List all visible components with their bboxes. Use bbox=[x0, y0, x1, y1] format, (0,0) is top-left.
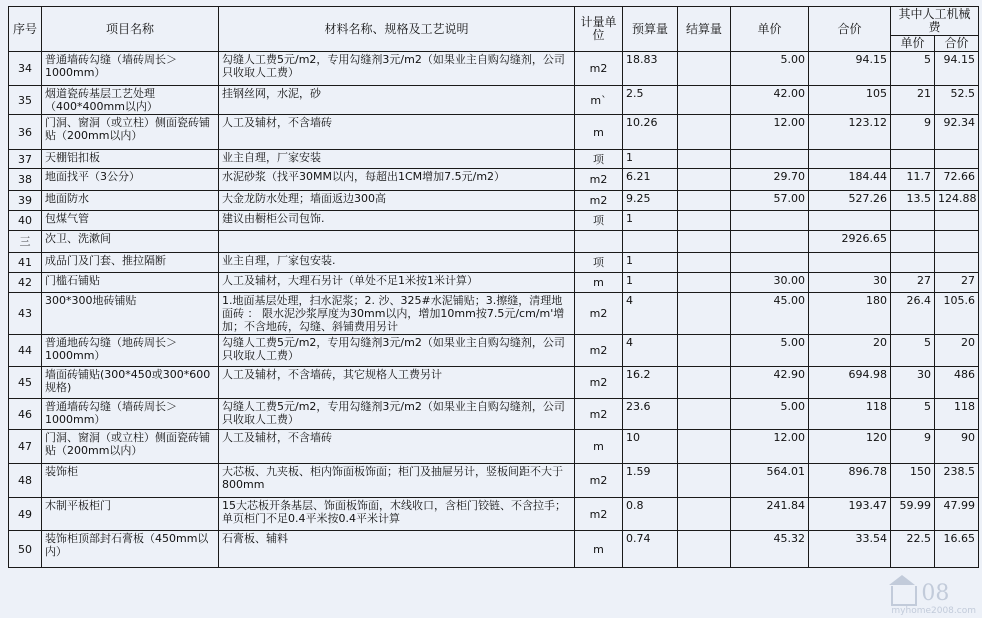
item-name-cell: 普通墙砖勾缝（墙砖周长＞1000mm） bbox=[42, 52, 219, 86]
budget-qty-cell: 10 bbox=[623, 430, 678, 464]
table-row bbox=[9, 211, 979, 231]
settle-qty-cell bbox=[678, 115, 731, 150]
unit-cell bbox=[575, 231, 623, 253]
row-index-cell: 49 bbox=[9, 498, 42, 531]
row-index-cell: 37 bbox=[9, 150, 42, 169]
unit-price-cell: 42.90 bbox=[731, 367, 809, 399]
unit-cell: m bbox=[575, 531, 623, 568]
item-name-cell: 门洞、窗洞（或立柱）侧面瓷砖铺贴（200mm以内） bbox=[42, 115, 219, 150]
total-cell bbox=[809, 253, 891, 273]
labor-unit-price-cell: 22.5 bbox=[891, 531, 935, 568]
unit-cell: 项 bbox=[575, 253, 623, 273]
table-row bbox=[9, 253, 979, 273]
labor-total-cell: 118 bbox=[935, 399, 979, 430]
item-name-cell: 门洞、窗洞（或立柱）侧面瓷砖铺贴（200mm以内） bbox=[42, 430, 219, 464]
budget-qty-cell: 6.21 bbox=[623, 169, 678, 191]
labor-total-cell: 90 bbox=[935, 430, 979, 464]
settle-qty-cell bbox=[678, 52, 731, 86]
budget-qty-cell: 1 bbox=[623, 273, 678, 293]
budget-qty-cell: 0.74 bbox=[623, 531, 678, 568]
item-name-cell: 包煤气管 bbox=[42, 211, 219, 231]
row-index-cell: 41 bbox=[9, 253, 42, 273]
material-desc-cell: 1.地面基层处理，扫水泥浆；2. 沙、325#水泥铺贴；3.擦缝，清理地面砖 ： 限水泥沙浆厚度为30mm以内，增加10mm按7.5元/cm/m'增加；不含地砖，勾缝、斜铺费用另计 bbox=[219, 293, 575, 335]
unit-price-cell bbox=[731, 150, 809, 169]
unit-price-cell bbox=[731, 231, 809, 253]
unit-price-cell: 5.00 bbox=[731, 52, 809, 86]
labor-total-cell: 105.6 bbox=[935, 293, 979, 335]
table-row bbox=[9, 464, 979, 498]
unit-price-cell: 45.32 bbox=[731, 531, 809, 568]
labor-unit-price-cell: 13.5 bbox=[891, 191, 935, 211]
unit-price-cell: 5.00 bbox=[731, 399, 809, 430]
quotation-table bbox=[8, 6, 979, 568]
row-index-cell: 44 bbox=[9, 335, 42, 367]
header-budget-qty: 预算量 bbox=[623, 7, 678, 52]
labor-unit-price-cell: 5 bbox=[891, 399, 935, 430]
labor-unit-price-cell bbox=[891, 231, 935, 253]
material-desc-cell: 人工及辅材，大理石另计（单处不足1米按1米计算） bbox=[219, 273, 575, 293]
total-cell bbox=[809, 211, 891, 231]
unit-cell: m2 bbox=[575, 293, 623, 335]
item-name-cell: 装饰柜 bbox=[42, 464, 219, 498]
labor-total-cell: 92.34 bbox=[935, 115, 979, 150]
material-desc-cell: 大金龙防水处理；墙面返边300高 bbox=[219, 191, 575, 211]
material-desc-cell: 水泥砂浆（找平30MM以内，每超出1CM增加7.5元/m2） bbox=[219, 169, 575, 191]
budget-qty-cell: 0.8 bbox=[623, 498, 678, 531]
total-cell: 123.12 bbox=[809, 115, 891, 150]
row-index-cell: 42 bbox=[9, 273, 42, 293]
settle-qty-cell bbox=[678, 211, 731, 231]
material-desc-cell: 人工及辅材，不含墙砖 bbox=[219, 115, 575, 150]
labor-unit-price-cell bbox=[891, 150, 935, 169]
total-cell: 33.54 bbox=[809, 531, 891, 568]
labor-total-cell: 72.66 bbox=[935, 169, 979, 191]
unit-price-cell bbox=[731, 211, 809, 231]
table-row bbox=[9, 430, 979, 464]
labor-unit-price-cell: 59.99 bbox=[891, 498, 935, 531]
header-unit: 计量单位 bbox=[575, 7, 623, 52]
labor-unit-price-cell bbox=[891, 211, 935, 231]
row-index-cell: 34 bbox=[9, 52, 42, 86]
labor-unit-price-cell: 150 bbox=[891, 464, 935, 498]
material-desc-cell: 业主自理，厂家包安装. bbox=[219, 253, 575, 273]
settle-qty-cell bbox=[678, 253, 731, 273]
settle-qty-cell bbox=[678, 430, 731, 464]
labor-total-cell: 94.15 bbox=[935, 52, 979, 86]
header-labor-group: 其中人工机械费 bbox=[891, 7, 979, 36]
unit-price-cell: 57.00 bbox=[731, 191, 809, 211]
settle-qty-cell bbox=[678, 86, 731, 115]
item-name-cell: 次卫、洗漱间 bbox=[42, 231, 219, 253]
item-name-cell: 门槛石铺贴 bbox=[42, 273, 219, 293]
header-total: 合价 bbox=[809, 7, 891, 52]
header-material: 材料名称、规格及工艺说明 bbox=[219, 7, 575, 52]
unit-price-cell: 45.00 bbox=[731, 293, 809, 335]
budget-qty-cell bbox=[623, 231, 678, 253]
budget-qty-cell: 2.5 bbox=[623, 86, 678, 115]
budget-qty-cell: 23.6 bbox=[623, 399, 678, 430]
labor-total-cell: 486 bbox=[935, 367, 979, 399]
labor-unit-price-cell: 9 bbox=[891, 430, 935, 464]
total-cell: 896.78 bbox=[809, 464, 891, 498]
table-row bbox=[9, 231, 979, 253]
budget-qty-cell: 9.25 bbox=[623, 191, 678, 211]
labor-unit-price-cell: 30 bbox=[891, 367, 935, 399]
budget-qty-cell: 1.59 bbox=[623, 464, 678, 498]
settle-qty-cell bbox=[678, 464, 731, 498]
header-labor-unit-price: 单价 bbox=[891, 36, 935, 52]
total-cell: 20 bbox=[809, 335, 891, 367]
item-name-cell: 天棚铝扣板 bbox=[42, 150, 219, 169]
unit-price-cell: 564.01 bbox=[731, 464, 809, 498]
labor-unit-price-cell bbox=[891, 253, 935, 273]
unit-price-cell bbox=[731, 253, 809, 273]
unit-cell: m bbox=[575, 430, 623, 464]
labor-total-cell bbox=[935, 231, 979, 253]
table-row bbox=[9, 293, 979, 335]
budget-qty-cell: 1 bbox=[623, 211, 678, 231]
settle-qty-cell bbox=[678, 293, 731, 335]
item-name-cell: 普通地砖勾缝（地砖周长＞1000mm） bbox=[42, 335, 219, 367]
total-cell: 694.98 bbox=[809, 367, 891, 399]
settle-qty-cell bbox=[678, 498, 731, 531]
material-desc-cell: 挂钢丝网，水泥，砂 bbox=[219, 86, 575, 115]
material-desc-cell: 人工及辅材，不含墙砖，其它规格人工费另计 bbox=[219, 367, 575, 399]
row-index-cell: 43 bbox=[9, 293, 42, 335]
item-name-cell: 成品门及门套、推拉隔断 bbox=[42, 253, 219, 273]
watermark-logo: 08 myhome2008.com bbox=[891, 581, 976, 616]
item-name-cell: 装饰柜顶部封石膏板（450mm以内） bbox=[42, 531, 219, 568]
settle-qty-cell bbox=[678, 231, 731, 253]
total-cell: 193.47 bbox=[809, 498, 891, 531]
unit-cell: m2 bbox=[575, 498, 623, 531]
unit-cell: 项 bbox=[575, 211, 623, 231]
item-name-cell: 地面防水 bbox=[42, 191, 219, 211]
budget-qty-cell: 1 bbox=[623, 253, 678, 273]
table-row bbox=[9, 273, 979, 293]
material-desc-cell: 大芯板、九夹板、柜内饰面板饰面；柜门及抽屉另计，竖板间距不大于800mm bbox=[219, 464, 575, 498]
unit-price-cell: 42.00 bbox=[731, 86, 809, 115]
row-index-cell: 45 bbox=[9, 367, 42, 399]
row-index-cell: 三 bbox=[9, 231, 42, 253]
row-index-cell: 39 bbox=[9, 191, 42, 211]
budget-qty-cell: 4 bbox=[623, 293, 678, 335]
settle-qty-cell bbox=[678, 273, 731, 293]
labor-total-cell bbox=[935, 150, 979, 169]
unit-price-cell: 29.70 bbox=[731, 169, 809, 191]
row-index-cell: 48 bbox=[9, 464, 42, 498]
unit-price-cell: 241.84 bbox=[731, 498, 809, 531]
unit-price-cell: 12.00 bbox=[731, 115, 809, 150]
row-index-cell: 50 bbox=[9, 531, 42, 568]
budget-qty-cell: 16.2 bbox=[623, 367, 678, 399]
unit-price-cell: 12.00 bbox=[731, 430, 809, 464]
labor-total-cell: 47.99 bbox=[935, 498, 979, 531]
header-item-name: 项目名称 bbox=[42, 7, 219, 52]
unit-cell: m2 bbox=[575, 52, 623, 86]
labor-total-cell: 27 bbox=[935, 273, 979, 293]
header-settle-qty: 结算量 bbox=[678, 7, 731, 52]
total-cell: 527.26 bbox=[809, 191, 891, 211]
labor-total-cell: 52.5 bbox=[935, 86, 979, 115]
settle-qty-cell bbox=[678, 150, 731, 169]
labor-total-cell: 16.65 bbox=[935, 531, 979, 568]
settle-qty-cell bbox=[678, 367, 731, 399]
total-cell: 118 bbox=[809, 399, 891, 430]
labor-unit-price-cell: 26.4 bbox=[891, 293, 935, 335]
row-index-cell: 40 bbox=[9, 211, 42, 231]
budget-qty-cell: 1 bbox=[623, 150, 678, 169]
table-body bbox=[9, 52, 979, 568]
unit-price-cell: 5.00 bbox=[731, 335, 809, 367]
labor-total-cell: 20 bbox=[935, 335, 979, 367]
table-row bbox=[9, 191, 979, 211]
total-cell: 2926.65 bbox=[809, 231, 891, 253]
total-cell: 105 bbox=[809, 86, 891, 115]
settle-qty-cell bbox=[678, 399, 731, 430]
item-name-cell: 普通墙砖勾缝（墙砖周长＞1000mm） bbox=[42, 399, 219, 430]
row-index-cell: 35 bbox=[9, 86, 42, 115]
table-row bbox=[9, 399, 979, 430]
unit-cell: m2 bbox=[575, 169, 623, 191]
settle-qty-cell bbox=[678, 191, 731, 211]
material-desc-cell: 建议由橱柜公司包饰. bbox=[219, 211, 575, 231]
table-row bbox=[9, 335, 979, 367]
material-desc-cell: 人工及辅材，不含墙砖 bbox=[219, 430, 575, 464]
item-name-cell: 300*300地砖铺贴 bbox=[42, 293, 219, 335]
material-desc-cell bbox=[219, 231, 575, 253]
unit-cell: m` bbox=[575, 86, 623, 115]
unit-price-cell: 30.00 bbox=[731, 273, 809, 293]
labor-total-cell: 124.88 bbox=[935, 191, 979, 211]
budget-qty-cell: 18.83 bbox=[623, 52, 678, 86]
table-row bbox=[9, 367, 979, 399]
header-unit-price: 单价 bbox=[731, 7, 809, 52]
table-row bbox=[9, 86, 979, 115]
total-cell: 120 bbox=[809, 430, 891, 464]
unit-cell: m2 bbox=[575, 399, 623, 430]
settle-qty-cell bbox=[678, 169, 731, 191]
material-desc-cell: 15大芯板开条基层、饰面板饰面，木线收口，含柜门铰链、不含拉手；单页柜门不足0.4平米按0.4平米计算 bbox=[219, 498, 575, 531]
material-desc-cell: 业主自理，厂家安装 bbox=[219, 150, 575, 169]
labor-unit-price-cell: 5 bbox=[891, 52, 935, 86]
material-desc-cell: 勾缝人工费5元/m2，专用勾缝剂3元/m2（如果业主自购勾缝剂，公司只收取人工费） bbox=[219, 335, 575, 367]
table-row bbox=[9, 150, 979, 169]
table-row bbox=[9, 52, 979, 86]
labor-unit-price-cell: 11.7 bbox=[891, 169, 935, 191]
table-row bbox=[9, 169, 979, 191]
header-labor-total: 合价 bbox=[935, 36, 979, 52]
total-cell: 180 bbox=[809, 293, 891, 335]
item-name-cell: 墙面砖铺贴(300*450或300*600规格) bbox=[42, 367, 219, 399]
unit-cell: 项 bbox=[575, 150, 623, 169]
budget-qty-cell: 4 bbox=[623, 335, 678, 367]
item-name-cell: 木制平板柜门 bbox=[42, 498, 219, 531]
unit-cell: m2 bbox=[575, 191, 623, 211]
material-desc-cell: 勾缝人工费5元/m2，专用勾缝剂3元/m2（如果业主自购勾缝剂，公司只收取人工费） bbox=[219, 399, 575, 430]
row-index-cell: 38 bbox=[9, 169, 42, 191]
row-index-cell: 47 bbox=[9, 430, 42, 464]
table-row bbox=[9, 531, 979, 568]
unit-cell: m bbox=[575, 273, 623, 293]
house-icon bbox=[891, 586, 917, 606]
settle-qty-cell bbox=[678, 531, 731, 568]
labor-total-cell bbox=[935, 211, 979, 231]
material-desc-cell: 石膏板、辅料 bbox=[219, 531, 575, 568]
unit-cell: m2 bbox=[575, 464, 623, 498]
unit-cell: m2 bbox=[575, 367, 623, 399]
table-row bbox=[9, 115, 979, 150]
table-row bbox=[9, 498, 979, 531]
total-cell: 30 bbox=[809, 273, 891, 293]
total-cell: 184.44 bbox=[809, 169, 891, 191]
labor-unit-price-cell: 21 bbox=[891, 86, 935, 115]
settle-qty-cell bbox=[678, 335, 731, 367]
labor-unit-price-cell: 5 bbox=[891, 335, 935, 367]
unit-cell: m2 bbox=[575, 335, 623, 367]
labor-total-cell bbox=[935, 253, 979, 273]
unit-cell: m bbox=[575, 115, 623, 150]
row-index-cell: 36 bbox=[9, 115, 42, 150]
budget-qty-cell: 10.26 bbox=[623, 115, 678, 150]
item-name-cell: 烟道瓷砖基层工艺处理（400*400mm以内） bbox=[42, 86, 219, 115]
item-name-cell: 地面找平（3公分） bbox=[42, 169, 219, 191]
labor-unit-price-cell: 27 bbox=[891, 273, 935, 293]
row-index-cell: 46 bbox=[9, 399, 42, 430]
labor-total-cell: 238.5 bbox=[935, 464, 979, 498]
total-cell: 94.15 bbox=[809, 52, 891, 86]
material-desc-cell: 勾缝人工费5元/m2，专用勾缝剂3元/m2（如果业主自购勾缝剂，公司只收取人工费） bbox=[219, 52, 575, 86]
total-cell bbox=[809, 150, 891, 169]
labor-unit-price-cell: 9 bbox=[891, 115, 935, 150]
header-index: 序号 bbox=[9, 7, 42, 52]
